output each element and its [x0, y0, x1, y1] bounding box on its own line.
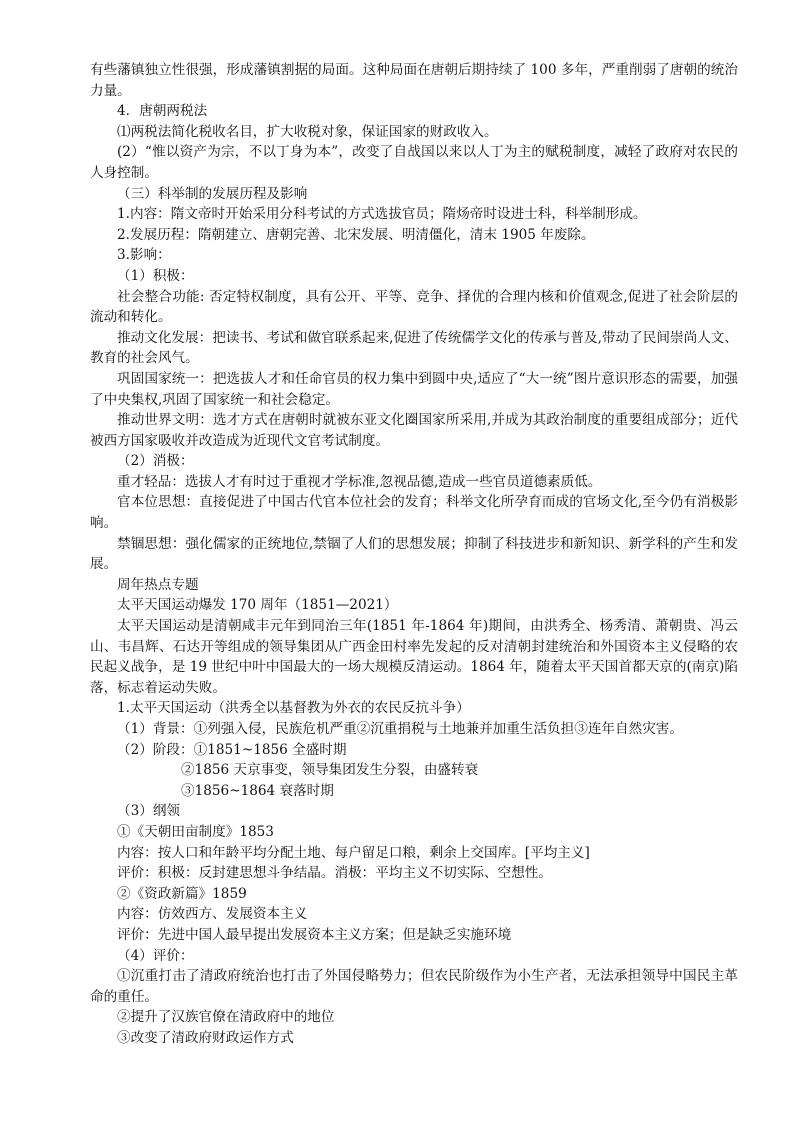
text-line: 官本位思想：直接促进了中国古代官本位社会的发育；科举文化所孕育而成的官场文化,至今仍有消极影响。	[90, 494, 738, 532]
text-line: ③1856~1864 衰落时期	[181, 782, 334, 799]
text-line: (2）“惟以资产为宗，不以丁身为本”，改变了自战国以来以人丁为主的赋税制度，减轻了政府对农民的人身控制。	[90, 144, 738, 181]
text-line: 重才轻品：选拔人才有时过于重视才学标准,忽视品德,造成一些官员道德素质低。	[117, 473, 602, 490]
text-line: ②《资政新篇》1859	[117, 885, 247, 902]
text-line: 推动世界文明：选才方式在唐朝时就被东亚文化圈国家所采用,并成为其政治制度的重要组成部分；近代被西方国家吸收并改造成为近现代文官考试制度。	[90, 412, 738, 449]
text-line: 周年热点专题	[117, 576, 199, 593]
text-line: 禁锢思想：强化儒家的正统地位,禁锢了人们的思想发展；抑制了科技进步和新知识、新学科的产生和发展。	[90, 535, 738, 573]
text-line: 3.影响：	[117, 247, 171, 264]
text-line: ②提升了汉族官僚在清政府中的地位	[117, 1009, 335, 1026]
text-line: 评价：积极：反封建思想斗争结晶。消极：平均主义不切实际、空想性。	[117, 865, 552, 882]
text-line: 太平天国运动爆发 170 周年（1851—2021）	[117, 597, 398, 614]
text-line: ①沉重打击了清政府统治也打击了外国侵略势力；但农民阶级作为小生产者，无法承担领导中国民主革命的重任。	[90, 968, 738, 1005]
text-line: 太平天国运动是清朝咸丰元年到同治三年(1851 年-1864 年)期间，由洪秀全、杨秀清、萧朝贵、冯云山、韦昌辉、石达开等组成的领导集团从广西金田村率先发起的反对清朝封建统治和外国资本主义侵略的农民起义战争，是 19 世纪中叶中国最大的一场大规模反清运动。1864 年，随着太平天国首都天京的(南京)陷落，标志着运动失败。	[90, 618, 738, 696]
text-line: 评价：先进中国人最早提出发展资本主义方案；但是缺乏实施环境	[117, 926, 512, 943]
text-line: 有些藩镇独立性很强，形成藩镇割据的局面。这种局面在唐朝后期持续了 100 多年，严重削弱了唐朝的统治力量。	[90, 62, 738, 99]
text-line: （1）积极：	[117, 267, 194, 284]
text-line: （2）消极：	[117, 453, 194, 470]
document-body	[90, 60, 738, 1049]
text-line: ②1856 天京事变，领导集团发生分裂，由盛转衰	[181, 762, 479, 779]
text-line: （4）评价：	[117, 947, 194, 964]
text-line: 社会整合功能: 否定特权制度，具有公开、平等、竞争、择优的合理内核和价值观念,促进了社会阶层的流动和转化。	[90, 288, 738, 326]
text-line: （3）纲领	[117, 803, 181, 820]
text-line: 内容：仿效西方、发展资本主义	[117, 906, 308, 923]
text-line: ①《天朝田亩制度》1853	[117, 823, 274, 840]
text-line: 推动文化发展：把读书、考试和做官联系起来,促进了传统儒学文化的传承与普及,带动了民间崇尚人文、教育的社会风气。	[90, 329, 738, 367]
text-line: （2）阶段：①1851~1856 全盛时期	[117, 741, 347, 758]
text-line: （1）背景：①列强入侵，民族危机严重②沉重捐税与土地兼并加重生活负担③连年自然灾害。	[117, 721, 683, 737]
text-line: 4．唐朝两税法	[117, 103, 208, 120]
text-line: 1.太平天国运动（洪秀全以基督教为外衣的农民反抗斗争）	[117, 700, 470, 717]
text-line: ⑴两税法简化税收名目，扩大收税对象，保证国家的财政收入。	[117, 123, 498, 140]
text-line: （三）科举制的发展历程及影响	[117, 185, 308, 202]
text-line: 1.内容：隋文帝时开始采用分科考试的方式选拔官员；隋炀帝时设进士科，科举制形成。	[117, 206, 647, 223]
text-line: 2.发展历程：隋朝建立、唐朝完善、北宋发展、明清僵化，清末 1905 年废除。	[117, 226, 595, 243]
text-line: 内容：按人口和年龄平均分配土地、每户留足口粮，剩余上交国库。[平均主义]	[117, 844, 590, 861]
text-line: ③改变了清政府财政运作方式	[117, 1029, 294, 1046]
text-line: 巩固国家统一：把选拔人才和任命官员的权力集中到圆中央,适应了“大一统”图片意识形态的需要，加强了中央集权,巩固了国家统一和社会稳定。	[90, 370, 738, 408]
